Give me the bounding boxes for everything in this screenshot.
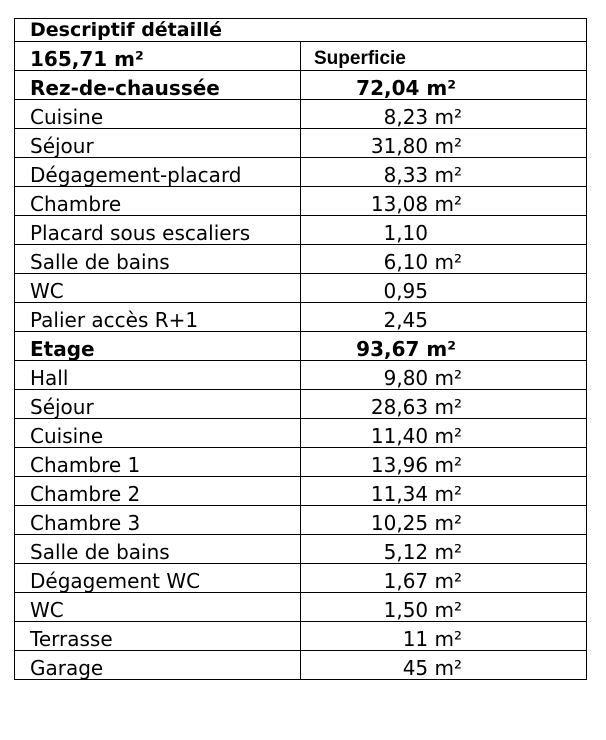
table-row: [15, 593, 587, 622]
room-area: 8,33 m²: [301, 158, 587, 187]
column-label: Superficie: [301, 42, 587, 71]
surface-table: [14, 18, 587, 680]
room-area: 9,80 m²: [301, 361, 587, 390]
table-row: [15, 477, 587, 506]
table-row: [15, 129, 587, 158]
section-name: Etage: [15, 332, 301, 361]
room-area: 1,67 m²: [301, 564, 587, 593]
section-row-rez-de-chaussee: [15, 71, 587, 100]
table-row: [15, 361, 587, 390]
room-area: 1,10: [301, 216, 587, 245]
room-name: Palier accès R+1: [15, 303, 301, 332]
table-title-row: [15, 19, 587, 42]
room-name: Cuisine: [15, 100, 301, 129]
table-row: [15, 245, 587, 274]
total-row: [15, 42, 587, 71]
room-name: Hall: [15, 361, 301, 390]
room-area: 31,80 m²: [301, 129, 587, 158]
table-row: [15, 448, 587, 477]
room-area: 13,96 m²: [301, 448, 587, 477]
room-area: 11,34 m²: [301, 477, 587, 506]
table-title: Descriptif détaillé: [15, 19, 587, 42]
section-name: Rez-de-chaussée: [15, 71, 301, 100]
section-total: 93,67 m²: [301, 332, 587, 361]
table-row: [15, 390, 587, 419]
table-row: [15, 622, 587, 651]
room-name: Chambre 1: [15, 448, 301, 477]
room-name: Garage: [15, 651, 301, 680]
room-area: 11,40 m²: [301, 419, 587, 448]
room-area: 28,63 m²: [301, 390, 587, 419]
room-name: WC: [15, 274, 301, 303]
room-area: 10,25 m²: [301, 506, 587, 535]
table-row: [15, 506, 587, 535]
table-row: [15, 419, 587, 448]
room-name: Dégagement-placard: [15, 158, 301, 187]
room-area: 2,45: [301, 303, 587, 332]
room-area: 8,23 m²: [301, 100, 587, 129]
room-name: Séjour: [15, 390, 301, 419]
room-area: 0,95: [301, 274, 587, 303]
room-name: Dégagement WC: [15, 564, 301, 593]
table-row: [15, 535, 587, 564]
table-row: [15, 651, 587, 680]
room-name: Séjour: [15, 129, 301, 158]
room-area: 13,08 m²: [301, 187, 587, 216]
room-name: Chambre 2: [15, 477, 301, 506]
room-area: 6,10 m²: [301, 245, 587, 274]
room-area: 1,50 m²: [301, 593, 587, 622]
room-area: 45 m²: [301, 651, 587, 680]
room-name: Chambre 3: [15, 506, 301, 535]
room-name: Salle de bains: [15, 245, 301, 274]
table-row: [15, 100, 587, 129]
room-name: Terrasse: [15, 622, 301, 651]
room-name: Salle de bains: [15, 535, 301, 564]
room-name: Placard sous escaliers: [15, 216, 301, 245]
room-name: Chambre: [15, 187, 301, 216]
total-area: 165,71 m²: [15, 42, 301, 71]
room-area: 5,12 m²: [301, 535, 587, 564]
table-row: [15, 216, 587, 245]
section-total: 72,04 m²: [301, 71, 587, 100]
table-row: [15, 564, 587, 593]
table-row: [15, 158, 587, 187]
room-name: WC: [15, 593, 301, 622]
table-row: [15, 303, 587, 332]
room-name: Cuisine: [15, 419, 301, 448]
room-area: 11 m²: [301, 622, 587, 651]
section-row-etage: [15, 332, 587, 361]
table-row: [15, 274, 587, 303]
table-row: [15, 187, 587, 216]
